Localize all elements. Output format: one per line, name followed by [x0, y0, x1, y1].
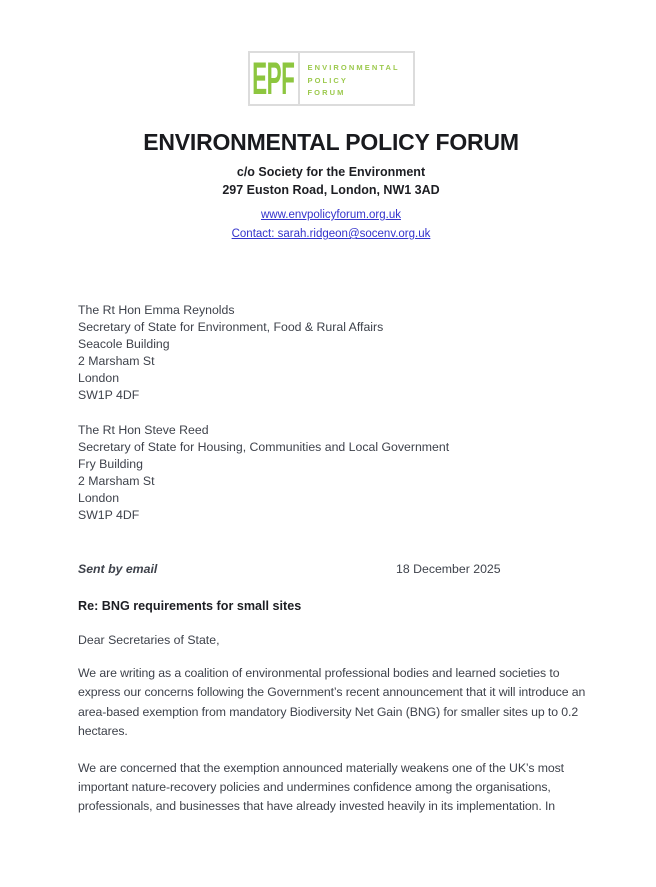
salutation: Dear Secretaries of State, [78, 633, 220, 647]
epf-logo-wordmark: ENVIRONMENTAL POLICY FORUM [307, 63, 400, 97]
letter-title: ENVIRONMENTAL POLICY FORUM [143, 129, 519, 155]
letter-page [0, 51, 656, 887]
epf-logo [248, 51, 415, 106]
recipient-block-steve-reed: The Rt Hon Steve Reed Secretary of State for Housing, Communities and Local Government Fry Building 2 Marsham St London SW1P 4DF [78, 423, 450, 522]
recipient-block-emma-reynolds: The Rt Hon Emma Reynolds Secretary of State for Environment, Food & Rural Affairs Seacole Building 2 Marsham St London SW1P 4DF [78, 303, 384, 402]
letter-date: 18 December 2025 [396, 562, 501, 576]
meta-row [78, 562, 584, 577]
subject-line: Re: BNG requirements for small sites [78, 599, 302, 613]
org-line: c/o Society for the Environment [236, 165, 426, 179]
body-paragraph-1: We are writing as a coalition of environmental professional bodies and learned societies to express our concerns following the Government’s recent announcement that it will introduce an area-based exemption from mandatory Biodiversity Net Gain (BNG) for smaller sites up to 0.2 hectares. [78, 666, 586, 739]
org-address-line: 297 Euston Road, London, NW1 3AD [222, 183, 440, 197]
sent-by-email-label: Sent by email [78, 562, 158, 576]
body-paragraph-2: We are concerned that the exemption announced materially weakens one of the UK’s most important nature-recovery policies and undermines confidence among the organisations, professionals, and businesses that have already invested heavily in its implementation. In [78, 760, 564, 814]
website-link[interactable]: www.envpolicyforum.org.uk [261, 209, 401, 221]
epf-monogram: EPF [252, 53, 295, 104]
letterhead-links [78, 205, 584, 243]
epf-logo-monogram-cell [250, 53, 300, 104]
contact-email-link[interactable]: Contact: sarah.ridgeon@socenv.org.uk [231, 228, 431, 240]
